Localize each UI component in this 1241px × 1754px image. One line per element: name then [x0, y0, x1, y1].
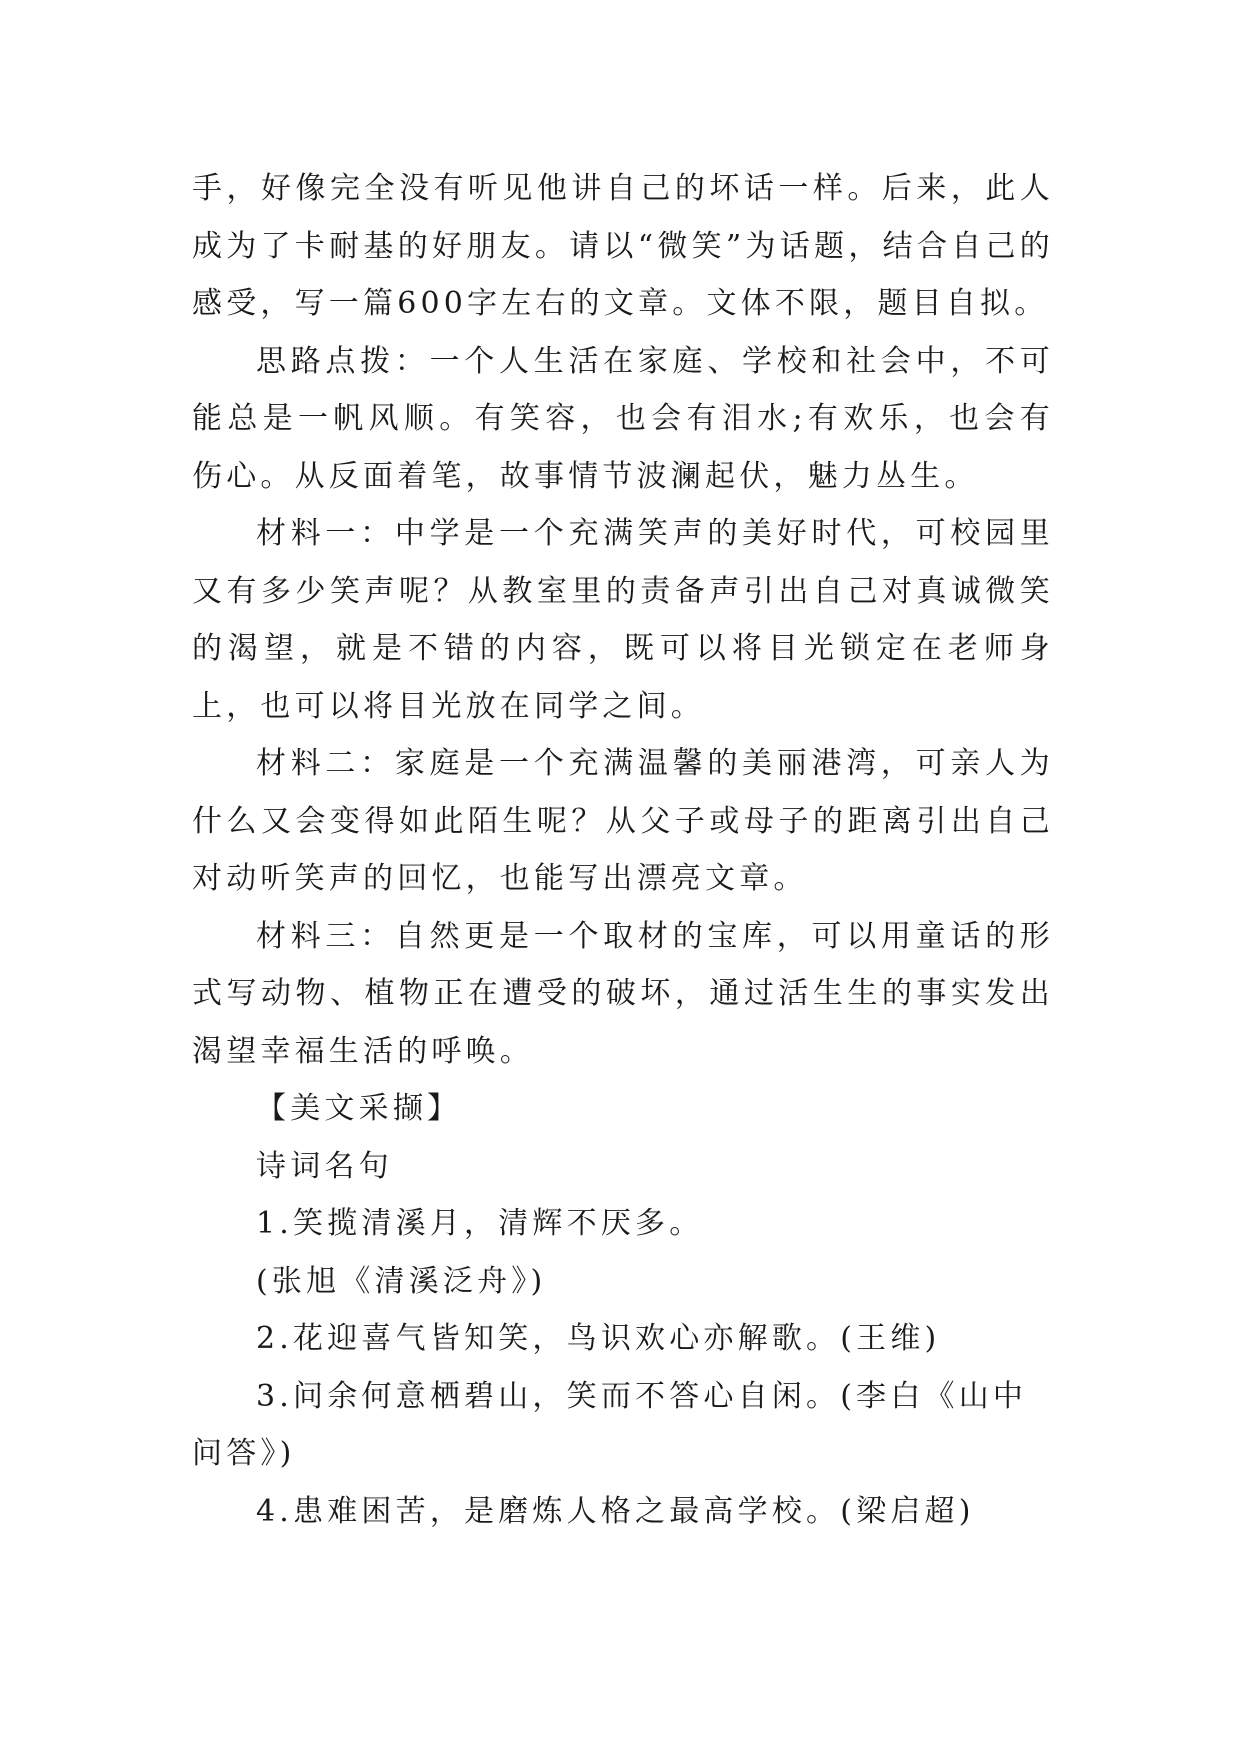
subheading: 诗词名句	[256, 1148, 393, 1184]
document-body	[192, 160, 1054, 1540]
quote-item: 4.患难困苦，是磨炼人格之最高学校。(梁启超)	[256, 1493, 975, 1529]
paragraph-thinking-tips: 思路点拨：一个人生活在家庭、学校和社会中，不可能总是一帆风顺。有笑容，也会有泪水;有欢乐，也会有伤心。从反面着笔，故事情节波澜起伏，魅力丛生。	[192, 343, 1054, 494]
paragraph-material-three: 材料三：自然更是一个取材的宝库，可以用童话的形式写动物、植物正在遭受的破坏，通过活生生的事实发出渴望幸福生活的呼唤。	[192, 918, 1054, 1069]
section-heading: 【美文采撷】	[256, 1091, 462, 1126]
quote-attribution: (张旭《清溪泛舟》)	[256, 1263, 547, 1299]
paragraph-essay-prompt: 手，好像完全没有听见他讲自己的坏话一样。后来，此人成为了卡耐基的好朋友。请以“微笑”为话题，结合自己的感受，写一篇600字左右的文章。文体不限，题目自拟。	[192, 171, 1054, 321]
quote-item: 3.问余何意栖碧山，笑而不答心自闲。(李白《山中问答》)	[192, 1378, 1028, 1471]
quote-item: 2.花迎喜气皆知笑，鸟识欢心亦解歌。(王维)	[256, 1321, 941, 1356]
quote-item: 1.笑揽清溪月，清辉不厌多。	[256, 1206, 704, 1241]
paragraph-material-two: 材料二：家庭是一个充满温馨的美丽港湾，可亲人为什么又会变得如此陌生呢？从父子或母子的距离引出自己对动听笑声的回忆，也能写出漂亮文章。	[192, 746, 1054, 896]
paragraph-material-one: 材料一：中学是一个充满笑声的美好时代，可校园里又有多少笑声呢？从教室里的责备声引出自己对真诚微笑的渴望，就是不错的内容，既可以将目光锁定在老师身上，也可以将目光放在同学之间。	[192, 516, 1054, 724]
